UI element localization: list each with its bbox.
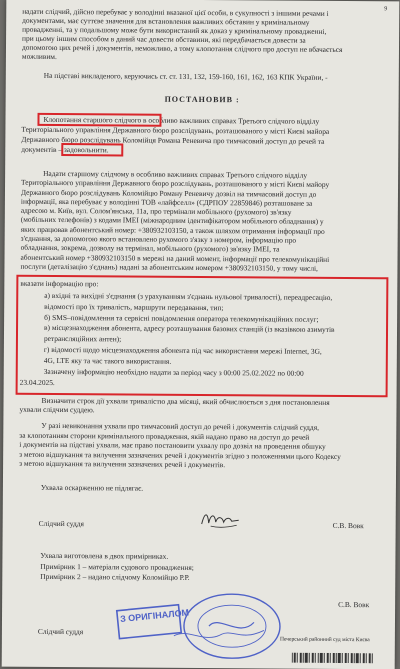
document-page bbox=[2, 0, 400, 669]
highlight-box-motion bbox=[37, 113, 161, 127]
failure-paragraph: У разі невиконання ухвали про тимчасовий доступ до речей і документів слідчий суддя, за клопотанням сторони кримінального провадження, якій надано право на доступ до речей і документів на підставі ухвали, має право постановити ухвалу про дозвіл на проведення обшуку з метою відшукання та вилучення зазначених речей і документів згідно з положеннями цього Кодексу з метою відшукання та вилучення зазначених речей і документів. bbox=[19, 420, 341, 470]
term-paragraph: Визначити строк дії ухвали тривалістю два місяці, який обчислюється з дня постановлення bbox=[41, 395, 330, 407]
decision-paragraph: Клопотання старшого слідчого в особливо важливих справах Третього слідчого відділу bbox=[43, 114, 320, 126]
grant-highlight: задовольнити bbox=[63, 145, 107, 155]
judge-label-2: Слідчий суддя bbox=[37, 626, 84, 637]
decision-paragraph-cont: Територіального управління Державного бюро розслідувань, розташованого у місті Києві майора Державного бюро розслідувань Коломійця Романа Реневича про тимчасовий доступ до речей та документів – задовольнити. bbox=[21, 124, 330, 155]
court-stamp bbox=[114, 585, 295, 662]
barcode bbox=[292, 653, 374, 668]
appeal-note: Ухвала оскарженню не підлягає. bbox=[40, 482, 144, 493]
highlight-box-grant bbox=[61, 143, 123, 156]
stamp-label: З ОРИГІНАЛОМ bbox=[119, 607, 190, 625]
info-list: вказати інформацію про: bbox=[20, 278, 99, 289]
judge-name-2: С.В. Вовк bbox=[338, 599, 370, 610]
grant-paragraph: Надати старшому слідчому в особливо важливих справах Третього слідчого відділу Територіального управління Державного бюро розслідувань, розташованого у місті Києві майору Державного бюро розслідувань Коломійцю Роману Реневичу дозвіл на тимчасовий доступ до інформації, яка перебуває у володінні ТОВ «лайфселл» (СДРПОУ 22859846) розташоване за адресою м. Київ, вул. Солом'янська, 11а, про термінали мобільного (рухомого) зв'язку (мобільних телефонів) з кодами IMEI (міжнародним ідентифікатором мобільного обладнання) у яких працював абонентський номер: +380932103150, а також шляхом отримання інформації про з'єднання, за допомогою якого встановлено рухомого з'язку з номером, інформацію про обладнання, зокрема, дозволу на термінал, мобільного (рухомого) зв'язку IMEI, та абонентський номер +380932103150 в мережі на даний момент, інформації про телекомунікаційні послуги (деталізацію з'єднань) надані за абонентським номером +380932103150, у тому числі, bbox=[20, 168, 330, 273]
info-items: а) вхідні та вихідні з'єднання (з урахуванням з'єднань нульової тривалості), переадресацію, відомості про їх тривалість, маршрути передавання, тип; б) SMS–повідомлення та сервісні повідомлення оператора телекомунікаційних послуг; в) місцезнаходження абонента, адресу розташування базових станцій (із вказівкою азимутів ретрансляційних антен); г) відомості щодо місцезнаходження абонента під час використання мережі Internet, 3G, 4G, LTE яку та час такого використання. Зазначену інформацію необхідно надати за період часу з 00:00 25.02.2022 по 00:00 bbox=[43, 290, 335, 378]
judge-name-1: С.В. Вовк bbox=[332, 520, 364, 531]
motion-highlight: Клопотання старшого слідчого bbox=[43, 114, 142, 125]
judge-label-1: Слідчий суддя bbox=[38, 518, 84, 529]
legal-basis: На підставі викладеного, керуючись ст. ст. 131, 132, 159-160, 161, 162, 163 КПК України, - bbox=[43, 70, 328, 82]
term-paragraph-cont: ухвали слідчим суддею. bbox=[19, 404, 95, 415]
page-number: 9 bbox=[384, 6, 388, 13]
intro-paragraph: надати слідчий, дійсно перебуває у володінні вказаної цієї особи, в сукупності з іншими речами і документами, має суттєве значення для встановлення важливих обставин у кримінальному провадженні, та у подальшому може бути використаний як доказ у кримінальному провадженні, при цьому іншим способом в даний час довести обставини, які передбачається довести за допомогою цих речей і документів, неможливо, а тому клопотання слідчого про доступ не вбачається можливим. bbox=[21, 6, 343, 61]
copies-block: Ухвала виготовлена в двох примірниках. Примірник 1 – матеріали судового провадження; Примірник 2 – надано слідчому Коломійцю Р.Р. bbox=[40, 550, 194, 582]
info-period-end: 23.04.2025. bbox=[19, 377, 55, 387]
decree-title: ПОСТАНОВИВ : bbox=[164, 94, 240, 105]
judge-signature-1 bbox=[199, 508, 243, 530]
court-label: Печерський районний суд міста Києва bbox=[279, 636, 370, 644]
